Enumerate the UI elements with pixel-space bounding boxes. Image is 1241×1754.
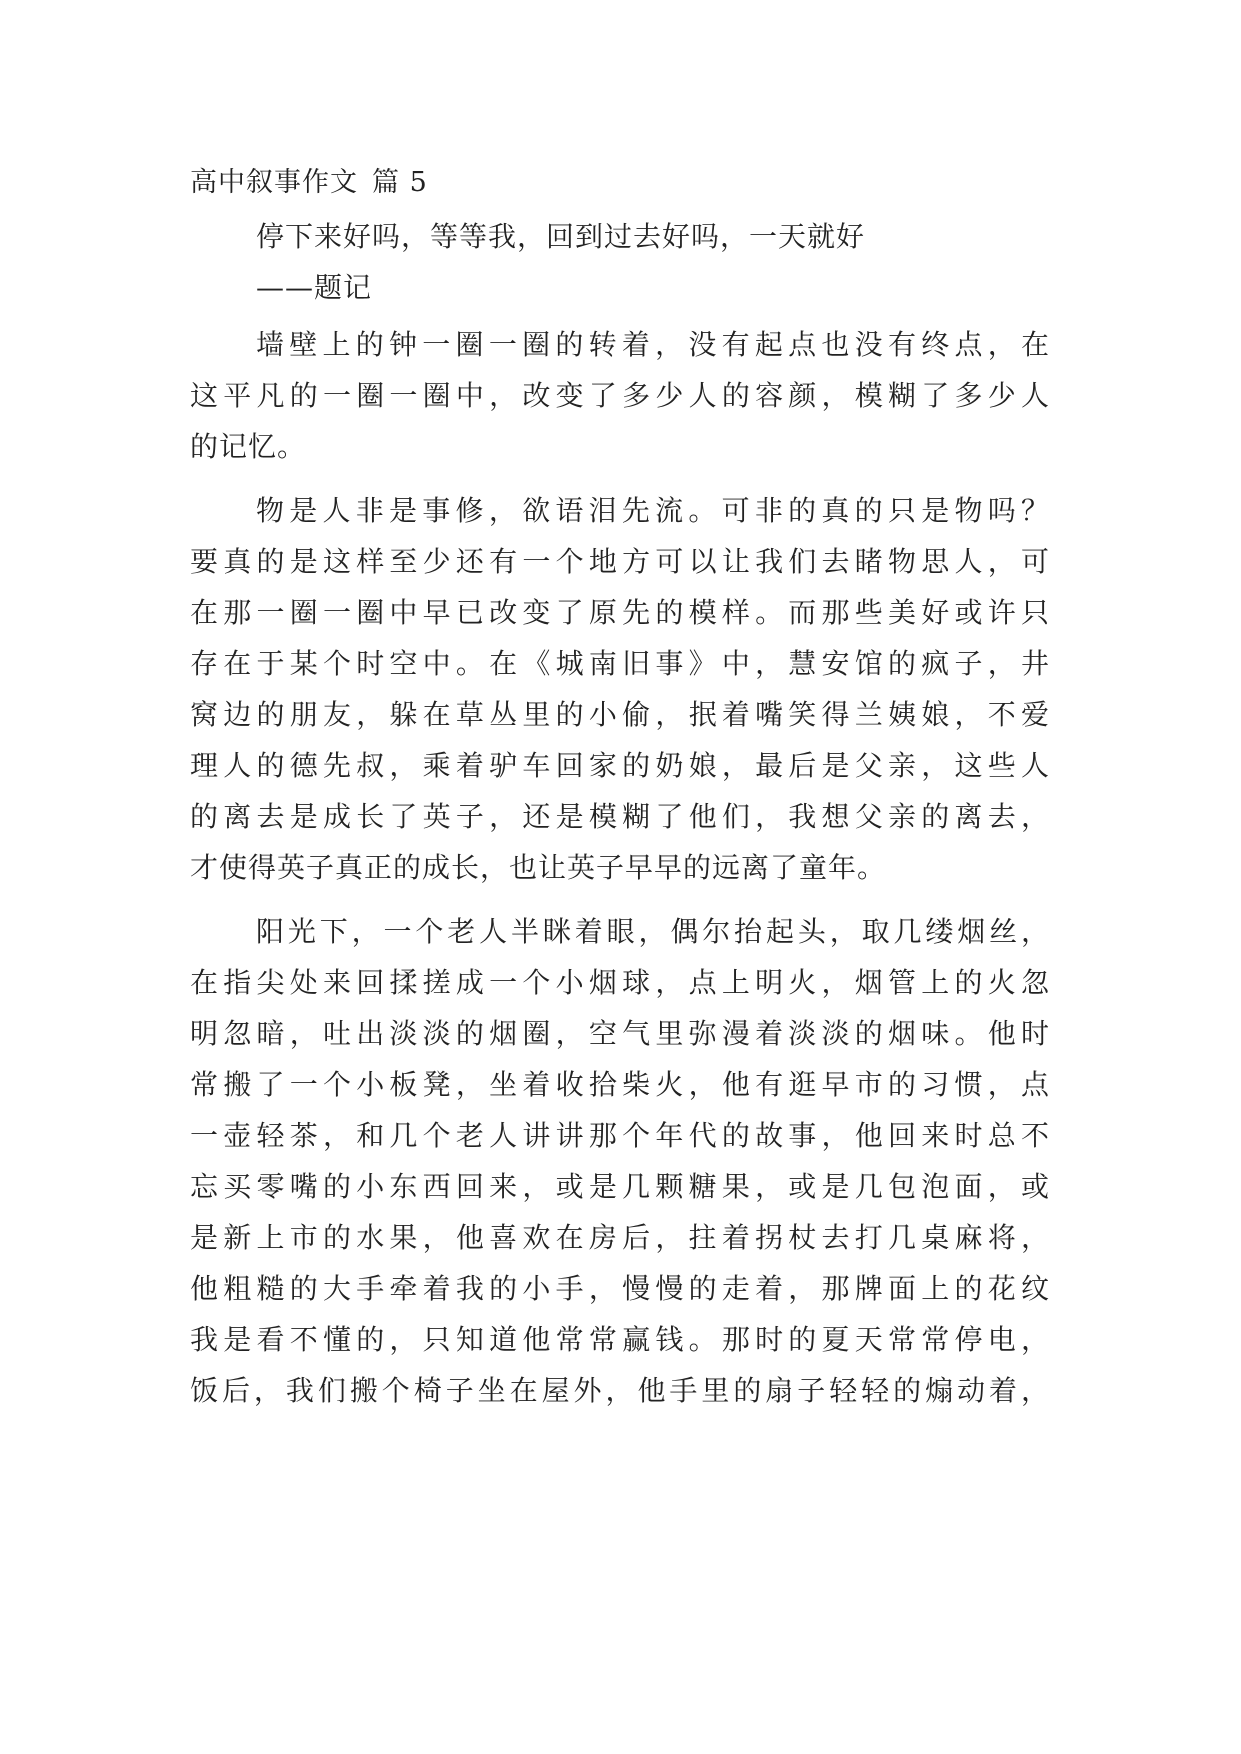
- paragraph-line: 忘买零嘴的小东西回来，或是几颗糖果，或是几包泡面，或: [190, 1170, 1050, 1203]
- paragraph-line: 理人的德先叔，乘着驴车回家的奶娘，最后是父亲，这些人: [190, 749, 1050, 782]
- paragraph-line: 在指尖处来回揉搓成一个小烟球，点上明火，烟管上的火忽: [190, 966, 1050, 999]
- essay-title: 高中叙事作文: [190, 167, 358, 198]
- paragraph-line: 的记忆。: [190, 430, 307, 463]
- paragraph-2: [190, 485, 1050, 893]
- epigraph: 停下来好吗，等等我，回到过去好吗，一天就好: [256, 220, 866, 253]
- paragraph-line: 常搬了一个小板凳，坐着收拾柴火，他有逛早市的习惯，点: [190, 1068, 1050, 1101]
- paragraph-line: 窝边的朋友，躲在草丛里的小偷，抿着嘴笑得兰姨娘，不爱: [190, 698, 1050, 731]
- paragraph-line: 阳光下，一个老人半眯着眼，偶尔抬起头，取几缕烟丝，: [256, 915, 1050, 948]
- paragraph-line: 要真的是这样至少还有一个地方可以让我们去睹物思人，可: [190, 545, 1050, 578]
- paragraph-line: 才使得英子真正的成长，也让英子早早的远离了童年。: [190, 851, 887, 884]
- paragraph-line: 的离去是成长了英子，还是模糊了他们，我想父亲的离去，: [190, 800, 1050, 833]
- paragraph-3: [190, 906, 1050, 1416]
- essay-section: 篇 5: [372, 167, 428, 198]
- paragraph-line: 饭后，我们搬个椅子坐在屋外，他手里的扇子轻轻的煽动着，: [190, 1374, 1050, 1407]
- paragraph-line: 物是人非是事修，欲语泪先流。可非的真的只是物吗？: [256, 494, 1050, 527]
- paragraph-line: 存在于某个时空中。在《城南旧事》中，慧安馆的疯子，井: [190, 647, 1050, 680]
- paragraph-line: 他粗糙的大手牵着我的小手，慢慢的走着，那牌面上的花纹: [190, 1272, 1050, 1305]
- essay-heading: [190, 163, 1050, 203]
- paragraph-1: [190, 319, 1050, 472]
- paragraph-line: 墙壁上的钟一圈一圈的转着，没有起点也没有终点，在: [256, 328, 1050, 361]
- document-body: [190, 163, 1050, 1429]
- paragraph-line: 这平凡的一圈一圈中，改变了多少人的容颜，模糊了多少人: [190, 379, 1050, 412]
- paragraph-line: 我是看不懂的，只知道他常常赢钱。那时的夏天常常停电，: [190, 1323, 1050, 1356]
- paragraph-line: 在那一圈一圈中早已改变了原先的模样。而那些美好或许只: [190, 596, 1050, 629]
- paragraph-line: 是新上市的水果，他喜欢在房后，拄着拐杖去打几桌麻将，: [190, 1221, 1050, 1254]
- paragraph-line: 一壶轻茶，和几个老人讲讲那个年代的故事，他回来时总不: [190, 1119, 1050, 1152]
- epigraph-note: ——题记: [256, 271, 373, 304]
- paragraph-line: 明忽暗，吐出淡淡的烟圈，空气里弥漫着淡淡的烟味。他时: [190, 1017, 1050, 1050]
